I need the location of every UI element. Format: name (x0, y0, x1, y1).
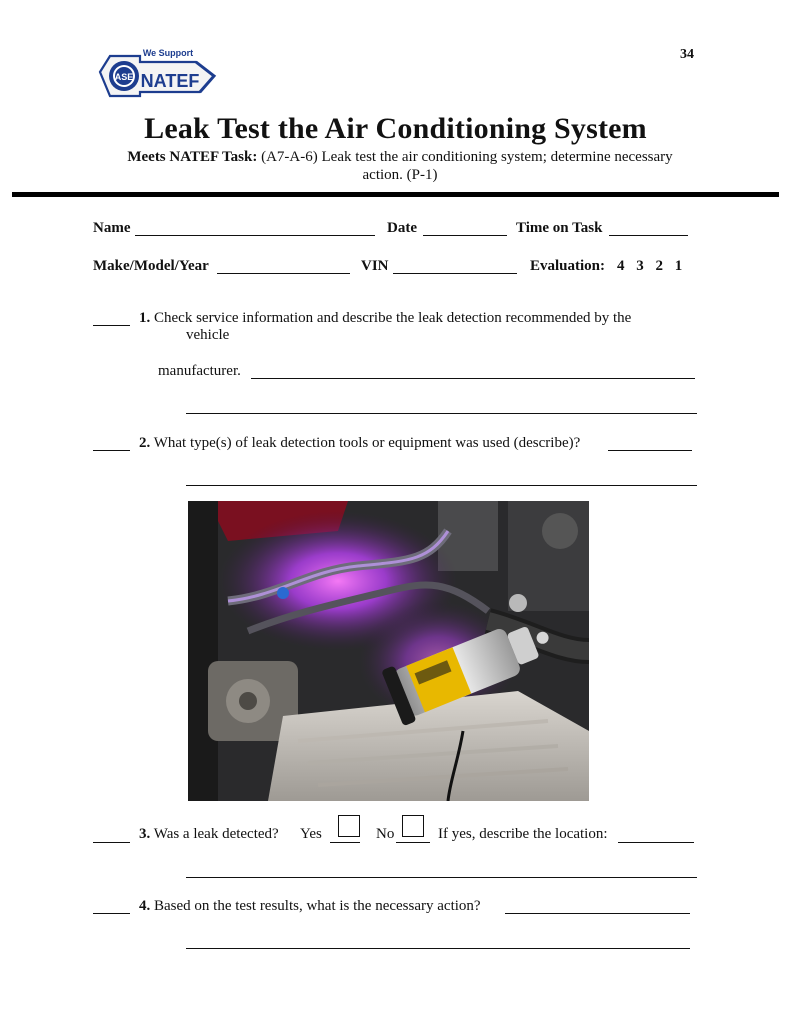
evaluation-label: Evaluation: (530, 258, 606, 274)
q1-text-line3: manufacturer. (158, 363, 241, 379)
q3-no-underline (396, 842, 430, 843)
vin-label: VIN (361, 258, 389, 274)
q1-answer-line-2[interactable] (186, 413, 697, 414)
q1-answer-line-1[interactable] (251, 378, 695, 379)
q1-text-line2: vehicle (186, 327, 230, 343)
task-code: (A7-A-6) (261, 149, 318, 165)
date-field[interactable] (423, 235, 507, 236)
q4-number: 4. (139, 898, 151, 914)
natef-logo-text: NATEF (140, 71, 200, 91)
name-label: Name (93, 220, 131, 236)
task-label: Meets NATEF Task: (127, 149, 258, 165)
q3-yes-checkbox[interactable] (338, 815, 360, 837)
q3-answer-line[interactable] (186, 877, 697, 878)
date-label: Date (387, 220, 417, 236)
q2-answer-inline[interactable] (608, 450, 692, 451)
time-on-task-field[interactable] (609, 235, 688, 236)
name-field[interactable] (135, 235, 375, 236)
q3-if-yes-text: If yes, describe the location: (438, 826, 608, 842)
page-title: Leak Test the Air Conditioning System (144, 112, 647, 145)
q2-number: 2. (139, 435, 151, 451)
we-support-text: We Support (142, 48, 194, 58)
q1-score-blank[interactable] (93, 325, 130, 326)
header-divider (12, 192, 779, 197)
q1-number: 1. (139, 310, 151, 326)
time-on-task-label: Time on Task (516, 220, 603, 236)
natef-logo-graphic (96, 46, 222, 104)
q4-question (139, 898, 481, 915)
q3-question (139, 826, 279, 843)
engine-bay-illustration (188, 501, 589, 801)
q1-line1 (139, 310, 631, 327)
q3-number: 3. (139, 826, 151, 842)
q3-yes-label: Yes (300, 826, 322, 842)
q4-answer-inline[interactable] (505, 913, 690, 914)
q3-text: Was a leak detected? (153, 826, 279, 842)
q4-text: Based on the test results, what is the necessary action? (154, 898, 481, 914)
natef-logo (96, 46, 222, 104)
q3-yes-underline (330, 842, 360, 843)
q4-score-blank[interactable] (93, 913, 130, 914)
make-model-year-field[interactable] (217, 273, 350, 274)
q3-no-checkbox[interactable] (402, 815, 424, 837)
vin-field[interactable] (393, 273, 517, 274)
natef-task-description (100, 148, 700, 184)
q3-answer-inline[interactable] (618, 842, 694, 843)
make-model-year-label: Make/Model/Year (93, 258, 209, 274)
q4-answer-line[interactable] (186, 948, 690, 949)
task-text-line1: Leak test the air conditioning system; determine necessary (321, 149, 673, 165)
q3-no-label: No (376, 826, 395, 842)
uv-leak-detection-photo (188, 501, 589, 801)
evaluation-scale[interactable]: 4 3 2 1 (617, 258, 683, 274)
q2-score-blank[interactable] (93, 450, 130, 451)
q2-line (139, 435, 580, 452)
task-text-line2: action. (P-1) (362, 167, 438, 183)
ase-badge-text: ASE (114, 72, 134, 82)
q1-text-line1: Check service information and describe the leak detection recommended by the (154, 310, 632, 326)
page-number: 34 (680, 47, 694, 62)
q2-text: What type(s) of leak detection tools or equipment was used (describe)? (153, 435, 581, 451)
q2-answer-line[interactable] (186, 485, 697, 486)
q3-score-blank[interactable] (93, 842, 130, 843)
